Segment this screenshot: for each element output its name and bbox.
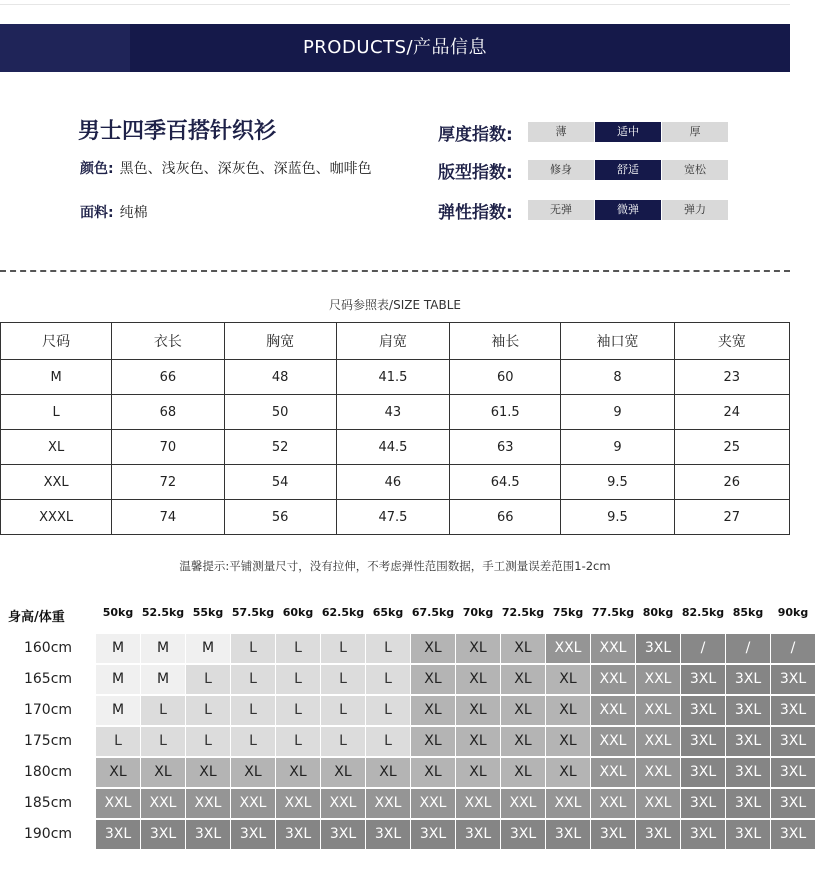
fit-grid-cell: 3XL [726,696,770,725]
fit-grid-row [8,696,816,725]
size-cell: 61.5 [450,395,561,430]
size-cell: XXL [1,465,112,500]
fit-grid-header [0,606,809,625]
size-cell: 60 [450,360,561,395]
fit-grid-cell: XXL [456,789,500,818]
size-cell: 56 [224,500,336,535]
header-cell: 袖口宽 [561,323,674,360]
fit-grid-cell: 3XL [771,789,815,818]
color-value: 黑色、浅灰色、深灰色、深蓝色、咖啡色 [119,161,372,177]
fit-grid-cell: 3XL [681,665,725,694]
measurement-tip: 温馨提示:平铺测量尺寸，没有拉伸，不考虑弹性范围数据，手工测量误差范围1-2cm [179,559,611,573]
fit-grid-cell: XL [141,758,185,787]
weight-header: 65kg [372,606,404,619]
weight-header: 82.5kg [681,606,725,619]
size-cell: 64.5 [450,465,561,500]
fit-grid-cell: XL [186,758,230,787]
fit-grid-cell: XL [546,696,590,725]
top-divider [0,4,790,5]
weight-header: 90kg [777,606,809,619]
fit-grid-cell: XL [501,758,545,787]
elasticity-option: 弹力 [662,200,728,220]
fit-grid-cell: 3XL [366,820,410,849]
fit-grid-cell: L [276,727,320,756]
size-cell: 63 [450,430,561,465]
weight-header: 55kg [192,606,224,619]
fit-option: 修身 [528,160,594,180]
size-cell: M [1,360,112,395]
fit-grid-cell: XL [231,758,275,787]
size-cell: 68 [112,395,224,430]
weight-header: 77.5kg [591,606,635,619]
size-cell: 44.5 [336,430,449,465]
size-cell: 52 [224,430,336,465]
fit-grid-cell: / [681,634,725,663]
fit-grid-cell: XXL [411,789,455,818]
size-table [0,322,790,535]
fit-grid-cell: 3XL [726,789,770,818]
fit-grid-cell: M [141,665,185,694]
fit-grid-cell: XXL [231,789,275,818]
fit-grid-cell: XL [501,634,545,663]
fit-grid-cell: M [96,665,140,694]
header-cell: 胸宽 [224,323,336,360]
size-cell: XL [1,430,112,465]
header-cell: 肩宽 [336,323,449,360]
fit-grid-cell: XL [276,758,320,787]
size-cell: 50 [224,395,336,430]
fit-grid-cell: XXL [546,789,590,818]
size-cell: 41.5 [336,360,449,395]
fit-option: 舒适 [595,160,661,180]
fit-grid-cell: L [321,696,365,725]
fit-grid-cell: M [141,634,185,663]
fit-grid-row [8,758,816,787]
fit-grid-cell: / [771,634,815,663]
fit-grid-cell: XXL [591,789,635,818]
fit-grid-cell: L [186,727,230,756]
fit-grid-cell: 3XL [501,820,545,849]
weight-header: 75kg [552,606,584,619]
size-table-title: 尺码参照表/SIZE TABLE [329,298,461,312]
header-cell: 夹宽 [674,323,789,360]
size-cell: 9.5 [561,465,674,500]
size-cell: XXXL [1,500,112,535]
fit-grid-cell: L [366,727,410,756]
fit-grid-row [8,634,816,663]
fit-grid-cell: M [96,634,140,663]
size-cell: 9.5 [561,500,674,535]
fit-grid-cell: 3XL [411,820,455,849]
fit-grid-cell: XXL [591,665,635,694]
fit-grid-cell: L [231,696,275,725]
fit-grid-cell: XL [411,696,455,725]
fit-grid-cell: XXL [321,789,365,818]
header-cell: 尺码 [1,323,112,360]
size-cell: 66 [112,360,224,395]
fit-grid-cell: / [726,634,770,663]
fit-grid-cell: 3XL [681,727,725,756]
fit-option: 宽松 [662,160,728,180]
size-cell: 43 [336,395,449,430]
fit-grid-cell: XL [411,727,455,756]
size-cell: 9 [561,430,674,465]
size-table-header [1,323,790,360]
product-name: 男士四季百搭针织衫 [78,119,277,144]
size-cell: 47.5 [336,500,449,535]
fit-grid-cell: 3XL [321,820,365,849]
fit-grid-cell: 3XL [771,727,815,756]
fit-grid-cell: 3XL [276,820,320,849]
fit-grid-cell: 3XL [726,727,770,756]
fit-grid-cell: 3XL [186,820,230,849]
size-cell: 46 [336,465,449,500]
size-cell: 23 [674,360,789,395]
fit-grid-cell: XL [411,758,455,787]
table-row [1,430,790,465]
product-color-row [80,158,372,178]
fit-grid-cell: XL [501,696,545,725]
fit-grid-cell: L [141,696,185,725]
fit-grid-cell: L [366,634,410,663]
fit-grid-cell: XL [411,634,455,663]
products-banner [0,24,790,72]
fit-grid-cell: XL [456,634,500,663]
size-cell: 24 [674,395,789,430]
fit-grid-cell: 3XL [231,820,275,849]
weight-header: 80kg [642,606,674,619]
thickness-index-label: 厚度指数: [438,124,513,145]
fit-grid-cell: XXL [591,634,635,663]
fit-grid-cell: XXL [546,634,590,663]
size-cell: 74 [112,500,224,535]
fit-grid-cell: 3XL [546,820,590,849]
fit-grid-cell: XL [456,665,500,694]
fit-grid-cell: L [276,634,320,663]
fit-grid-cell: L [186,696,230,725]
fit-grid-cell: L [276,696,320,725]
fabric-value: 纯棉 [119,205,148,221]
size-cell: 48 [224,360,336,395]
fit-grid-cell: XL [456,758,500,787]
fit-grid-cell: 3XL [681,758,725,787]
weight-header: 72.5kg [501,606,545,619]
weight-header: 52.5kg [141,606,185,619]
fit-grid-row [8,727,816,756]
size-cell: 25 [674,430,789,465]
fit-grid-cell: L [366,665,410,694]
fabric-label: 面料: [80,205,114,221]
fit-grid-cell: XXL [96,789,140,818]
fit-grid-cell: L [321,665,365,694]
fit-index-label: 版型指数: [438,162,513,183]
size-cell: 8 [561,360,674,395]
fit-grid-cell: 3XL [771,820,815,849]
fit-grid-row [8,820,816,849]
size-cell: L [1,395,112,430]
fit-grid-cell: XL [321,758,365,787]
fit-grid-cell: XXL [366,789,410,818]
size-cell: 70 [112,430,224,465]
fit-grid-cell: 3XL [636,820,680,849]
fit-grid-cell: L [276,665,320,694]
fit-grid-cell: L [186,665,230,694]
fit-grid-cell: L [366,696,410,725]
fit-grid-cell: XXL [636,758,680,787]
fit-grid-cell: 3XL [771,665,815,694]
fit-grid-cell: M [186,634,230,663]
fit-grid-cell: 3XL [141,820,185,849]
weight-header: 62.5kg [321,606,365,619]
table-row [1,360,790,395]
weight-header: 57.5kg [231,606,275,619]
banner-title: PRODUCTS/产品信息 [302,37,488,58]
fit-grid-cell: XL [546,758,590,787]
fit-grid-cell: 3XL [636,634,680,663]
fit-grid-cell: L [96,727,140,756]
fit-grid-cell: XL [546,727,590,756]
fit-grid-row [8,789,816,818]
size-cell: 27 [674,500,789,535]
fit-grid-cell: 3XL [96,820,140,849]
fit-grid-cell: L [231,665,275,694]
fit-grid-cell: XXL [636,665,680,694]
fit-grid-cell: XXL [591,727,635,756]
fit-grid-cell: 3XL [726,820,770,849]
elasticity-index-label: 弹性指数: [438,202,513,223]
thickness-option: 厚 [662,122,728,142]
fit-grid-cell: 3XL [771,696,815,725]
fit-grid-cell: L [231,727,275,756]
product-fabric-row [80,202,148,222]
color-label: 颜色: [80,161,114,177]
fit-grid-cell: XXL [141,789,185,818]
fit-grid-cell: 3XL [771,758,815,787]
weight-header: 85kg [732,606,764,619]
fit-grid-cell: XXL [501,789,545,818]
fit-grid-cell: 3XL [456,820,500,849]
fit-grid-cell: L [321,727,365,756]
fit-grid-cell: XXL [591,696,635,725]
weight-header: 70kg [462,606,494,619]
size-cell: 9 [561,395,674,430]
fit-grid-cell: M [96,696,140,725]
fit-grid-cell: 3XL [681,696,725,725]
fit-grid-cell: L [321,634,365,663]
height-label: 175cm [23,733,73,749]
fit-grid-cell: L [231,634,275,663]
fit-grid-cell: 3XL [726,758,770,787]
height-label: 165cm [23,671,73,687]
elasticity-index [438,199,729,221]
thickness-option: 薄 [528,122,594,142]
fit-grid-cell: 3XL [681,789,725,818]
fit-grid-cell: 3XL [726,665,770,694]
size-cell: 66 [450,500,561,535]
weight-header: 67.5kg [411,606,455,619]
height-label: 190cm [23,826,73,842]
fit-grid-cell: XXL [186,789,230,818]
height-label: 185cm [23,795,73,811]
fit-grid-cell: XXL [636,696,680,725]
fit-grid-cell: L [141,727,185,756]
weight-header: 50kg [102,606,134,619]
size-cell: 54 [224,465,336,500]
size-cell: 72 [112,465,224,500]
fit-grid-cell: XL [501,727,545,756]
fit-grid-cell: XL [96,758,140,787]
elasticity-option: 微弹 [595,200,661,220]
header-cell: 袖长 [450,323,561,360]
height-label: 160cm [23,640,73,656]
fit-grid-cell: 3XL [591,820,635,849]
fit-grid-cell: XL [411,665,455,694]
dashed-divider [0,270,790,272]
table-row [1,465,790,500]
height-label: 180cm [23,764,73,780]
weight-header: 60kg [282,606,314,619]
table-row [1,500,790,535]
fit-grid-cell: XL [501,665,545,694]
elasticity-option: 无弹 [528,200,594,220]
fit-grid-cell: XXL [636,789,680,818]
fit-grid-cell: XXL [276,789,320,818]
fit-grid-cell: 3XL [681,820,725,849]
fit-grid-row [8,665,816,694]
header-cell: 衣长 [112,323,224,360]
fit-index [438,159,729,181]
fit-grid-cell: XL [456,727,500,756]
fit-grid-corner-label: 身高/体重 [8,610,65,625]
fit-grid-cell: XL [546,665,590,694]
fit-grid-cell: XL [456,696,500,725]
fit-grid-cell: XXL [591,758,635,787]
thickness-option: 适中 [595,122,661,142]
height-label: 170cm [23,702,73,718]
fit-grid-cell: XL [366,758,410,787]
size-cell: 26 [674,465,789,500]
thickness-index [438,121,729,143]
fit-grid-cell: XXL [636,727,680,756]
table-row [1,395,790,430]
